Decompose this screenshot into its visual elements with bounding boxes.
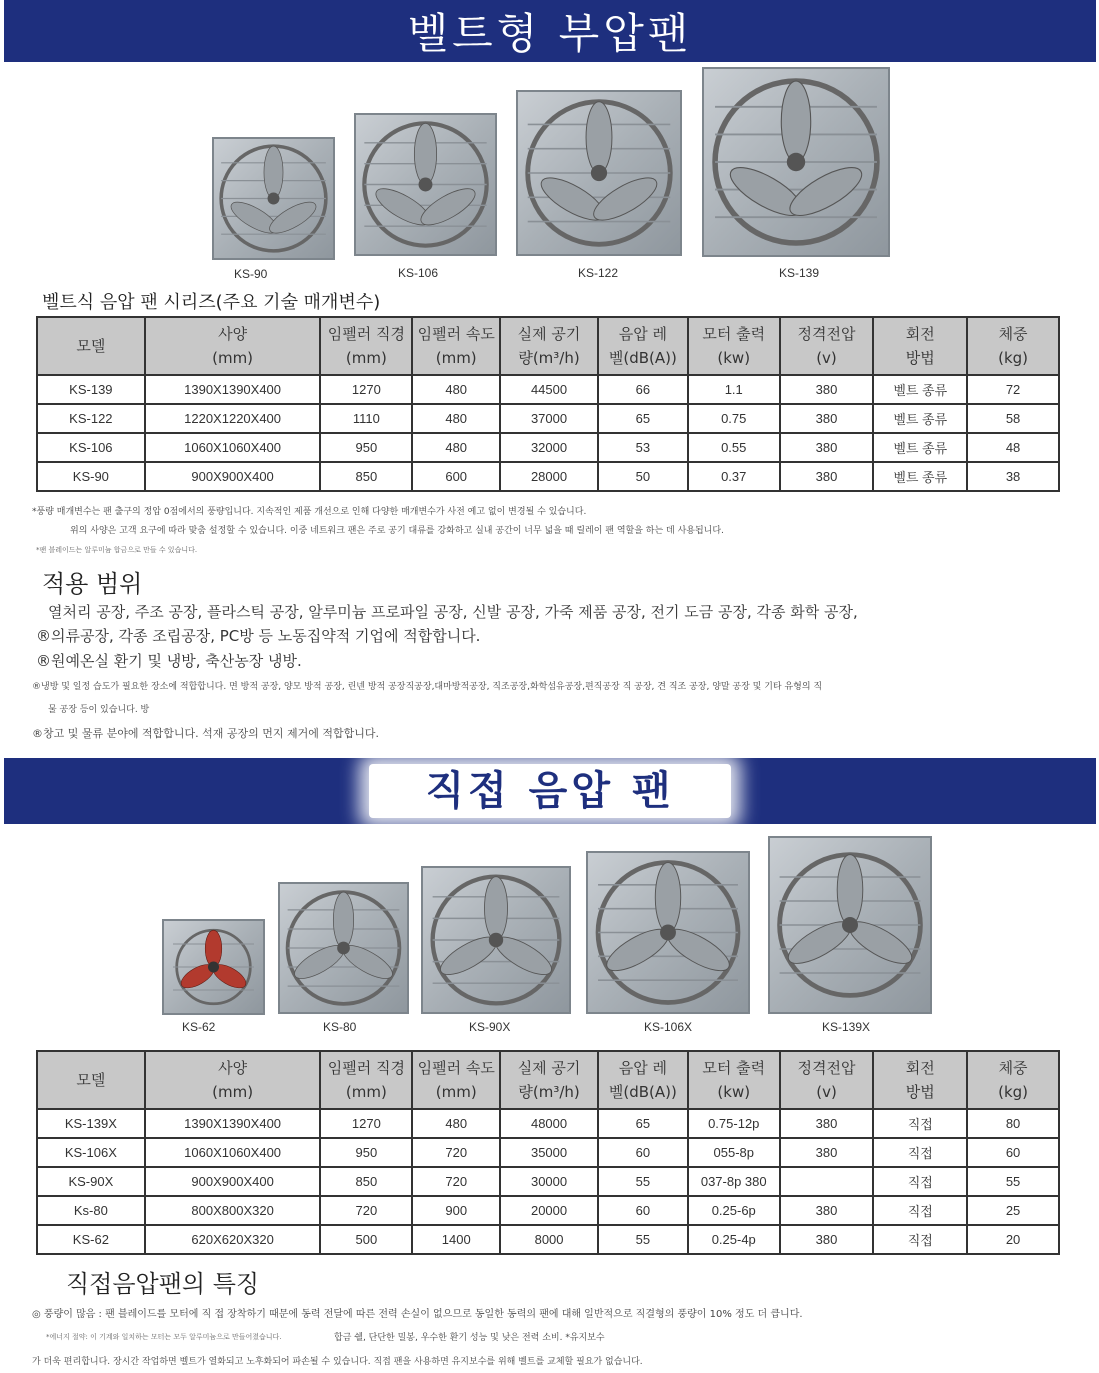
table-cell: 53 xyxy=(598,433,688,462)
features-line-3: 가 더욱 편리합니다. 장시간 작업하면 벨트가 열화되고 노후화되어 파손될 수 있습니다. 직접 팬을 사용하면 유지보수를 위해 벨트를 교체할 필요가 없습니다. xyxy=(32,1357,643,1367)
table-cell: 380 xyxy=(780,404,874,433)
table-cell: 900X900X400 xyxy=(145,462,321,491)
table-cell: 480 xyxy=(412,433,500,462)
table-cell: 65 xyxy=(598,1109,688,1138)
table-row xyxy=(37,1225,1059,1254)
table-header-row xyxy=(37,317,1059,375)
table-cell: 1270 xyxy=(320,375,412,404)
col-header: 모터 출력 (kw) xyxy=(688,317,780,375)
table-cell: 380 xyxy=(780,462,874,491)
table-cell: 620X620X320 xyxy=(145,1225,321,1254)
page-title: 벨트형 부압팬 xyxy=(407,9,693,58)
col-header: 모델 xyxy=(37,1051,145,1109)
table-cell: 900X900X400 xyxy=(145,1167,321,1196)
table-cell: 0.75 xyxy=(688,404,780,433)
table-cell: 0.37 xyxy=(688,462,780,491)
table-cell: 850 xyxy=(320,462,412,491)
table-cell: 900 xyxy=(412,1196,500,1225)
col-header: 임펠러 속도 (mm) xyxy=(412,1051,500,1109)
col-header: 임펠러 직경 (mm) xyxy=(320,1051,412,1109)
table-cell: 0.55 xyxy=(688,433,780,462)
table-row xyxy=(37,1109,1059,1138)
table-cell: 380 xyxy=(780,375,874,404)
table-row xyxy=(37,1138,1059,1167)
table-cell: 480 xyxy=(412,1109,500,1138)
belt-section-title: 벨트식 음압 팬 시리즈(주요 기술 매개변수) xyxy=(42,292,381,313)
col-header: 체중 (kg) xyxy=(967,1051,1059,1109)
table-cell: 37000 xyxy=(500,404,598,433)
table-cell: 1400 xyxy=(412,1225,500,1254)
table-cell: 0.25-4p xyxy=(688,1225,780,1254)
table-row xyxy=(37,1196,1059,1225)
table-cell: 직접 xyxy=(873,1225,967,1254)
col-header: 모델 xyxy=(37,317,145,375)
table-cell: 48 xyxy=(967,433,1059,462)
table-cell: 720 xyxy=(412,1138,500,1167)
table-cell: 037-8p 380 xyxy=(688,1167,780,1196)
scope-heading: 적용 범위 xyxy=(42,570,143,598)
table-cell: 50 xyxy=(598,462,688,491)
col-header: 모터 출력 (kw) xyxy=(688,1051,780,1109)
table-cell: 1060X1060X400 xyxy=(145,433,321,462)
table-cell: 20000 xyxy=(500,1196,598,1225)
table-cell: Ks-80 xyxy=(37,1196,145,1225)
table-cell: KS-62 xyxy=(37,1225,145,1254)
table-cell: 1390X1390X400 xyxy=(145,1109,321,1138)
table-cell: 직접 xyxy=(873,1196,967,1225)
table-cell: 55 xyxy=(598,1225,688,1254)
table-cell: 380 xyxy=(780,433,874,462)
table-cell: 벨트 종류 xyxy=(873,433,967,462)
scope-line-6: ®창고 및 물류 분야에 적합합니다. 석재 공장의 먼지 제거에 적합합니다. xyxy=(32,727,379,740)
table-cell: 32000 xyxy=(500,433,598,462)
table-cell: 직접 xyxy=(873,1109,967,1138)
col-header: 실제 공기 량(m³/h) xyxy=(500,317,598,375)
table-cell: 8000 xyxy=(500,1225,598,1254)
col-header: 사양 (mm) xyxy=(145,317,321,375)
table-cell: KS-139 xyxy=(37,375,145,404)
features-line-2a: *에너지 절약: 이 기계와 일치하는 모터는 모두 알루미늄으로 만들어졌습니다. xyxy=(46,1333,282,1341)
belt-note-3: *팬 블레이드는 알루미늄 합금으로 만들 수 있습니다. xyxy=(36,546,198,554)
table-cell: KS-106 xyxy=(37,433,145,462)
fan-label: KS-62 xyxy=(182,1020,216,1034)
col-header: 실제 공기 량(m³/h) xyxy=(500,1051,598,1109)
fan-label: KS-90 xyxy=(234,267,268,281)
header-banner xyxy=(4,0,1096,62)
col-header: 정격전압 (v) xyxy=(780,1051,874,1109)
table-cell: 66 xyxy=(598,375,688,404)
table-cell: 500 xyxy=(320,1225,412,1254)
table-cell: 800X800X320 xyxy=(145,1196,321,1225)
scope-line-3: ®원예온실 환기 및 냉방, 축산농장 냉방. xyxy=(36,652,302,670)
table-cell: 380 xyxy=(780,1109,874,1138)
belt-spec-table xyxy=(36,316,1060,492)
features-line-1: ◎ 풍량이 많음 : 팬 블레이드를 모터에 직 접 장착하기 때문에 동력 전달에 따른 전력 손실이 없으므로 동일한 동력의 팬에 대해 일반적으로 직결형의 풍량이 10% 정도 더 큽니다. xyxy=(32,1309,803,1320)
col-header: 임펠러 직경 (mm) xyxy=(320,317,412,375)
table-row xyxy=(37,404,1059,433)
fan-label: KS-139 xyxy=(779,266,820,280)
fan-label: KS-106X xyxy=(644,1020,693,1034)
fan-label: KS-106 xyxy=(398,266,439,280)
features-line-2b: 합금 쉘, 단단한 밀봉, 우수한 환기 성능 및 낮은 전력 소비. *유지보수 xyxy=(334,1333,605,1343)
table-cell: 벨트 종류 xyxy=(873,404,967,433)
table-row xyxy=(37,433,1059,462)
table-cell: 55 xyxy=(598,1167,688,1196)
table-cell: 48000 xyxy=(500,1109,598,1138)
fan-label: KS-139X xyxy=(822,1020,871,1034)
scope-line-2: ®의류공장, 각종 조립공장, PC방 등 노동집약적 기업에 적합합니다. xyxy=(36,627,481,645)
table-cell: KS-122 xyxy=(37,404,145,433)
direct-spec-table xyxy=(36,1050,1060,1255)
scope-line-1: 열처리 공장, 주조 공장, 플라스틱 공장, 알루미늄 프로파일 공장, 신발 공장, 가죽 제품 공장, 전기 도금 공장, 각종 화학 공장, xyxy=(48,603,858,621)
table-cell: KS-90 xyxy=(37,462,145,491)
table-cell: 직접 xyxy=(873,1167,967,1196)
table-cell: 1.1 xyxy=(688,375,780,404)
col-header: 음압 레 벨(dB(A)) xyxy=(598,1051,688,1109)
table-cell: 벨트 종류 xyxy=(873,462,967,491)
belt-note-2: 위의 사양은 고객 요구에 따라 맞춤 설정할 수 있습니다. 이중 네트워크 팬은 주로 공기 대류를 강화하고 실내 공간이 너무 넓을 때 릴레이 팬 역할을 하는 데 사용됩니다. xyxy=(70,526,724,536)
table-cell: 35000 xyxy=(500,1138,598,1167)
table-cell: 055-8p xyxy=(688,1138,780,1167)
table-cell: 480 xyxy=(412,404,500,433)
table-cell: 1110 xyxy=(320,404,412,433)
table-cell: 60 xyxy=(967,1138,1059,1167)
table-header-row xyxy=(37,1051,1059,1109)
belt-note-1: *풍량 매개변수는 팬 출구의 정압 0점에서의 풍량입니다. 지속적인 제품 개선으로 인해 다양한 매개변수가 사전 예고 없이 변경될 수 있습니다. xyxy=(32,507,587,517)
col-header: 회전 방법 xyxy=(873,317,967,375)
table-cell: 0.25-6p xyxy=(688,1196,780,1225)
table-row xyxy=(37,375,1059,404)
features-heading: 직접음압팬의 특징 xyxy=(66,1270,260,1298)
fan-label: KS-90X xyxy=(469,1020,511,1034)
table-cell: 480 xyxy=(412,375,500,404)
col-header: 정격전압 (v) xyxy=(780,317,874,375)
table-cell: 60 xyxy=(598,1196,688,1225)
table-row xyxy=(37,462,1059,491)
table-row xyxy=(37,1167,1059,1196)
col-header: 임펠러 속도 (mm) xyxy=(412,317,500,375)
table-cell: KS-90X xyxy=(37,1167,145,1196)
table-cell: 950 xyxy=(320,433,412,462)
table-cell: 850 xyxy=(320,1167,412,1196)
table-cell: 72 xyxy=(967,375,1059,404)
table-cell: 720 xyxy=(412,1167,500,1196)
table-cell: 600 xyxy=(412,462,500,491)
table-cell: 44500 xyxy=(500,375,598,404)
table-cell: 380 xyxy=(780,1196,874,1225)
scope-line-4: ®냉방 및 일정 습도가 필요한 장소에 적합합니다. 면 방적 공장, 양모 방적 공장, 린넨 방적 공장직공장,대마방적공장, 직조공장,화학섬유공장,편직공장 직 공장, 견 직조 공장, 양말 공장 및 기타 유형의 직 xyxy=(32,682,823,692)
col-header: 음압 레 벨(dB(A)) xyxy=(598,317,688,375)
col-header: 체중 (kg) xyxy=(967,317,1059,375)
table-cell: 1060X1060X400 xyxy=(145,1138,321,1167)
fan-label: KS-80 xyxy=(323,1020,357,1034)
col-header: 회전 방법 xyxy=(873,1051,967,1109)
table-cell: 1220X1220X400 xyxy=(145,404,321,433)
table-cell: KS-139X xyxy=(37,1109,145,1138)
table-cell: 80 xyxy=(967,1109,1059,1138)
section-banner xyxy=(4,758,1096,824)
table-cell: 0.75-12p xyxy=(688,1109,780,1138)
table-cell: 28000 xyxy=(500,462,598,491)
table-cell: 950 xyxy=(320,1138,412,1167)
col-header: 사양 (mm) xyxy=(145,1051,321,1109)
table-cell: 30000 xyxy=(500,1167,598,1196)
table-cell: 1390X1390X400 xyxy=(145,375,321,404)
table-cell: 380 xyxy=(780,1138,874,1167)
table-cell: 65 xyxy=(598,404,688,433)
table-cell: 60 xyxy=(598,1138,688,1167)
table-cell: 720 xyxy=(320,1196,412,1225)
table-cell: 380 xyxy=(780,1225,874,1254)
table-cell: 20 xyxy=(967,1225,1059,1254)
section-title: 직접 음압 팬 xyxy=(369,764,730,818)
fan-label: KS-122 xyxy=(578,266,619,280)
table-cell: 55 xyxy=(967,1167,1059,1196)
table-cell: KS-106X xyxy=(37,1138,145,1167)
table-cell: 벨트 종류 xyxy=(873,375,967,404)
table-cell: 1270 xyxy=(320,1109,412,1138)
table-cell xyxy=(780,1167,874,1196)
table-cell: 58 xyxy=(967,404,1059,433)
table-cell: 25 xyxy=(967,1196,1059,1225)
scope-line-5: 물 공장 등이 있습니다. 방 xyxy=(48,705,150,715)
table-cell: 38 xyxy=(967,462,1059,491)
table-cell: 직접 xyxy=(873,1138,967,1167)
